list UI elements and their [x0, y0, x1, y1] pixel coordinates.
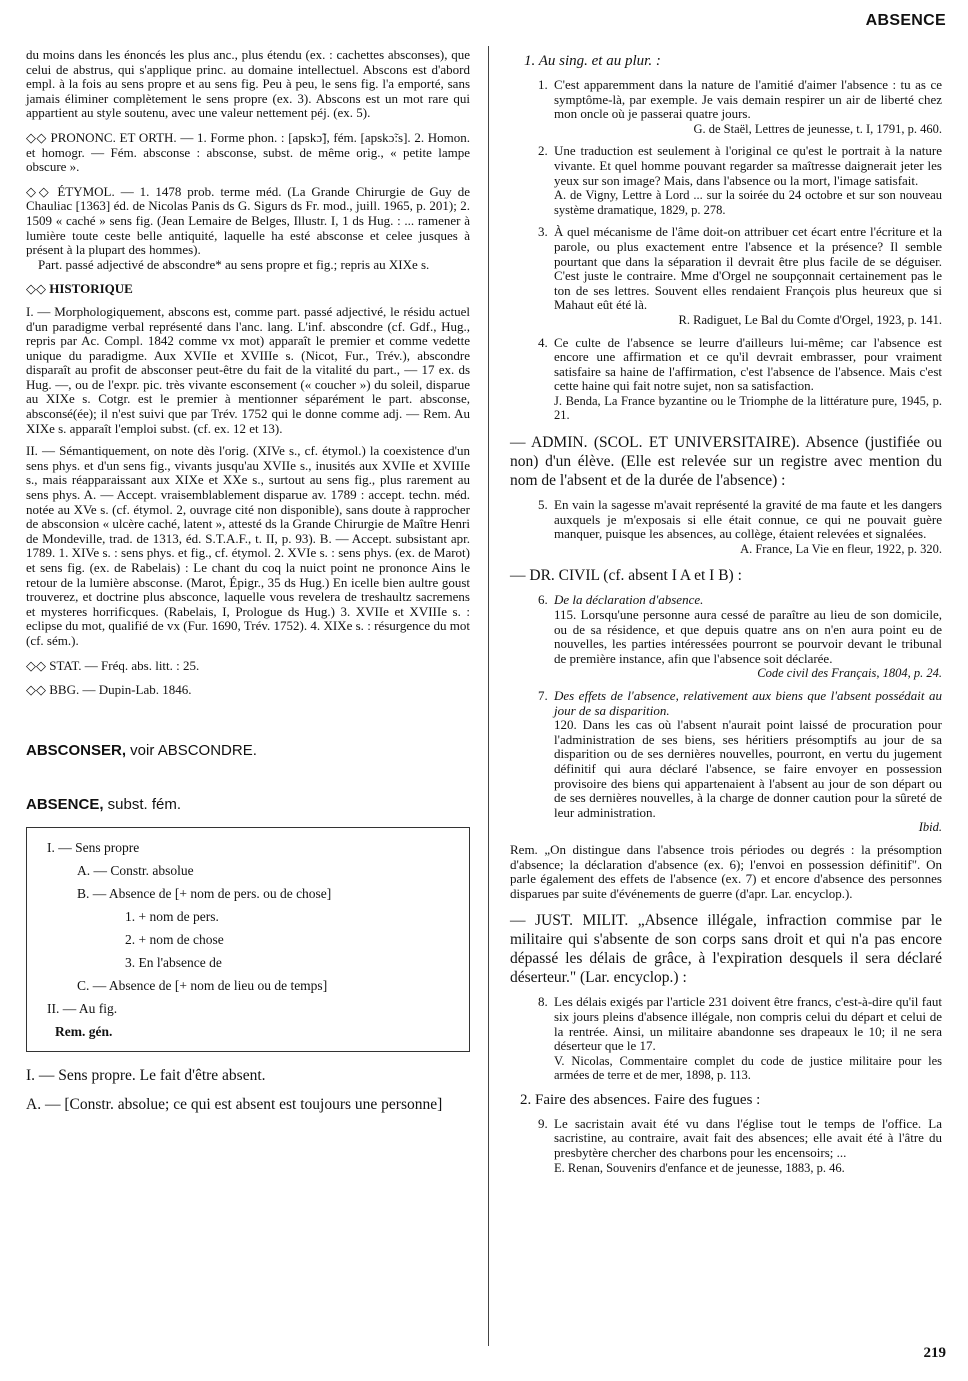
example-3: 3. À quel mécanisme de l'âme doit-on attribuer cet écart entre l'écriture et la parole, ou plus exactement entre l'absence et la présence? Il semble pourtant que dans la séparation il devrait être plus facile de se déguiser. C'est juste le contraire. Mme d'Orgel ne soupçonnait certainement pas le ton de ses lettres. Souvent elles rendaient François plus heureux que si Mahaut eût été là. R. Radiguet, Le Bal du Comte d'Orgel, 1923, p. 141. — [538, 224, 942, 327]
example-5: 5. En vain la sagesse m'avait représenté la gravité de ma faute et les dangers auxquels je m'exposais si elle était connue, ce qui ne pouvait guère manquer, puisque les absences, au collège, étaient relevées et signalées. A. France, La Vie en fleur, 1922, p. 320. — [538, 497, 942, 556]
example-source: G. de Staël, Lettres de jeunesse, t. I, 1791, p. 460. — [693, 121, 942, 136]
example-text: Les délais exigés par l'article 231 doivent être francs, c'est-à-dire qu'il faut six jours pleins d'absence illégale, non compris celui du départ et celui de la rentrée. Ainsi, un militaire abandonne ses drapeaux le 10; il ne sera déserteur que le 17. — [554, 994, 942, 1054]
dr-civil-subsection: — DR. CIVIL (cf. absent I A et I B) : — [510, 567, 742, 585]
example-source: E. Renan, Souvenirs d'enfance et de jeunesse, 1883, p. 46. — [554, 1160, 845, 1175]
plan-item: Rem. gén. — [55, 1023, 113, 1039]
example-text: À quel mécanisme de l'âme doit-on attribuer cet écart entre l'écriture et la parole, ou plus exactement entre l'absence et la présence? Il semble pourtant que dans la séparation il devrait être plus facile de se déguiser. C'est juste le contraire. Mme d'Orgel ne soupçonnait certainement pas le ton de ses lettres. Souvent elles rendaient François plus heureux que si Mahaut eût été là. — [554, 224, 942, 313]
example-source: V. Nicolas, Commentaire complet du code de justice militaire pour les armées de terre et de mer, 1898, p. 113. — [554, 1053, 942, 1083]
entry-plan-box — [26, 827, 470, 1052]
plan-item: 3. En l'absence de — [125, 954, 222, 970]
plan-item: 1. + nom de pers. — [125, 908, 219, 924]
historique-part-2: II. — Sémantiquement, on note dès l'orig. (XIVe s., cf. étymol.) la coexistence d'un sens phys. et d'un sens fig., vivants jusqu'au XVIIe s., inusités aux XVIIe et XVIIIe s., mais réapparaissant aux XIXe et XXe s., surtout au sens fig., plus rarement au sens phys. A. — Accept. vraisemblablement disparue av. 1789 : accept. techn. méd. notée au XVe s. (cf. étymol. 2, ouvrage cité non disponible), sans doute à rapprocher de absconsion « ulcère caché, latent », attesté ds la Grande Chirurgie de Maître Henri de Mondeville, trad. de 1313, éd. S.T.A.F., t. II, p. 93). B. — Accept. subsistant apr. 1789. 1. XIVe s. : sens phys. et fig., cf. étymol. 2. XVIe s. : sens phys. (ex. de Marot) et sens fig. (ex. de Rabelais) : Le chant du coq la nuict point ne prononce Ains le retour de la lumière absconse. (Marot, Épigr., 35 ds Hug.) En icelle bien aultre goust trouverez, et doctrine plus absconce, laquelle vous revelera de treshaultz sacremens et mysteres horrificques. (Rabelais, I, Prologue ds Hug.) 3. XVIIe et XVIIIe s. : eclipse du mot, qualifié de vx (Fur. 1690, Trév. 1752). 4. XIXe s. : résurgence du mot (cf. sém.). — [26, 443, 470, 648]
historique-heading: ◇◇ HISTORIQUE — [26, 281, 133, 297]
subsense-1-heading: 1. Au sing. et au plur. : — [524, 53, 661, 69]
rem-note: Rem. „On distingue dans l'absence trois périodes ou degrés : la présomption d'absence; la déclaration d'absence (ex. 6); l'envoi en possession définitif". On parle également des effets de l'absence (ex. 7) et encore d'absence des personnes disparues par suite d'événements de guerre (d'apr. Lar. encyclop.). — [510, 841, 942, 901]
entry-absence-headword: ABSENCE, — [26, 796, 104, 814]
entry-absconser-headword: ABSCONSER, — [26, 741, 127, 759]
entry-absconser — [26, 741, 470, 759]
etymol-section: ◇◇ ÉTYMOL. — 1. 1478 prob. terme méd. (La Grande Chirurgie de Guy de Chauliac [1363] éd. de Nicolas Panis ds G. Sigurs ds Fr. mod., juill. 1965, p. 201); 2. 1509 « caché » sens fig. (Jean Lemaire de Belges, Illustr. I, 1 ds Hug. : ... ramener à lumière toute ceste belle antiquité, laquelle ha esté absconse et celee jusques à présent à la plupart des hommes). — [26, 183, 470, 258]
example-9: 9. Le sacristain avait été vu dans l'église tout le temps de l'office. La sacristine, au contraire, avait fait des absences; elle avait été à l'âtre du presbytère chercher des charbons pour les encensoirs; ... E. Renan, Souvenirs d'enfance et de jeunesse, 1883, p. 46. — [538, 1115, 942, 1175]
stat-section: ◇◇ STAT. — Fréq. abs. litt. : 25. — [26, 657, 200, 673]
plan-item: II. — Au fig. — [47, 1000, 118, 1016]
definition-sense-A: A. — [Constr. absolue; ce qui est absent est toujours une personne] — [26, 1095, 443, 1113]
example-6: 6. De la déclaration d'absence. 115. Lorsqu'une personne aura cessé de paraître au lieu de son domicile, ou de sa résidence, et que depuis quatre ans on n'en aura point eu de nouvelles, les parties intéressées pourront se pourvoir devant le tribunal de première instance, afin que l'absence soit déclarée. Code civil des Français, 1804, p. 24. — [538, 592, 942, 681]
entry-absence-grammar: subst. fém. — [103, 796, 182, 814]
definition-sense-I: I. — Sens propre. Le fait d'être absent. — [26, 1066, 266, 1084]
example-source: R. Radiguet, Le Bal du Comte d'Orgel, 1923, p. 141. — [678, 312, 942, 327]
example-7: 7. Des effets de l'absence, relativement aux biens que l'absent possédait au jour de sa disparition. 120. Dans les cas où l'absent n'aurait point laissé de procuration pour l'administration de ses biens, ses héritiers présomptifs au jour de sa disparition ou de ses dernières nouvelles, pourront, en vertu du jugement définitif qui aura déclaré l'absence, se faire envoyer en possession provisoire des biens qui appartenaient à l'absent au jour de son départ ou de ses dernières nouvelles, à la charge de donner caution pour la sûreté de leur administration. Ibid. — [538, 688, 942, 835]
example-4: 4. Ce culte de l'absence se leurre d'ailleurs lui-même; car l'absence est encore une affirmation et ce qu'il devrait embrasser, pour vraiment satisfaire sa haine de l'affirmation, c'est l'absence de l'absence. Mais c'est cette haine qui fait notre sujet, non sa satisfaction. J. Benda, La France byzantine ou le Triomphe de la littérature pure, 1945, p. 21. — [538, 334, 942, 423]
plan-item: C. — Absence de [+ nom de lieu ou de temps] — [77, 977, 328, 993]
plan-item: B. — Absence de [+ nom de pers. ou de chose] — [77, 885, 332, 901]
plan-item: A. — Constr. absolue — [77, 862, 194, 878]
plan-item: I. — Sens propre — [47, 839, 140, 855]
column-divider — [488, 46, 489, 1346]
example-text: 120. Dans les cas où l'absent n'aurait point laissé de procuration pour l'administration de ses biens, ses héritiers présomptifs au jour de sa disparition ou de ses dernières nouvelles, pourront, en vertu du jugement définitif qui aura déclaré l'absence, se faire envoyer en possession provisoire des biens qui appartenaient à l'absent au jour de son départ ou de ses dernières nouvelles, à la charge de donner caution pour la sûreté de leur administration. — [554, 717, 942, 820]
example-source: Code civil des Français, 1804, p. 24. — [757, 666, 942, 681]
example-text: Ce culte de l'absence se leurre d'ailleurs lui-même; car l'absence est encore une affirmation et ce qu'il devrait embrasser, pour vraiment satisfaire sa haine de l'affirmation, c'est l'absence de l'absence. Mais c'est cette haine qui fait notre sujet, non sa satisfaction. — [554, 334, 942, 394]
historique-part-1: I. — Morphologiquement, abscons est, comme part. passé adjectivé, le résidu actuel d'un paradigme verbal représenté dans l'anc. lang. L'inf. abscondre (cf. Gdf., Hug., repris par Ac. Compl. 1842 comme vx mot) apparaît le premier et comme vedette unique du paradigme. Aux XVIIe et XVIIIe s. (Nicot, Fur., Trév.), abscondre disparaît au profit de absconser peut-être du fait de la vitalité du part., — 17 ex. ds Hug. —, ou de l'expr. pic. très vivante esconsement (« coucher ») du soleil, disparue au XIXe s. Cotgr. est le premier à mentionner séparément le part. absconse, absconsé(ée); il n'est suivi que par Trév. 1752 qui le donne comme adj. — Rem. Au XIXe s. apparaît l'emploi subst. (cf. ex. 12 et 13). — [26, 303, 470, 436]
example-text: 115. Lorsqu'une personne aura cessé de paraître au lieu de son domicile, ou de sa résidence, et que depuis quatre ans on n'en aura point eu de nouvelles, les parties intéressées pourront se pourvoir devant le tribunal de première instance, afin que l'absence soit déclarée. — [554, 607, 942, 666]
example-text: Une traduction est seulement à l'original ce qu'est le portrait à la nature vivante. Et quel homme pouvant regarder sa maîtresse daignerait jeter les yeux sur son image? Mais, dans l'absence ou la mort, l'image satisfait. — [554, 143, 942, 188]
example-text: C'est apparemment dans la nature de l'amitié d'aimer l'absence : tu as ce symptôme-là, par exemple. Je vais demain respirer un air de liberté chez mon oncle où je passerai quatre jours. — [554, 77, 942, 122]
example-2: 2. Une traduction est seulement à l'original ce qu'est le portrait à la nature vivante. Et quel homme pouvant regarder sa maîtresse daignerait jeter les yeux sur son image? Mais, dans l'absence ou la mort, l'image satisfait. A. de Vigny, Lettre à Lord ... sur la soirée du 24 octobre et sur son nouveau système dramatique, 1829, p. 278. — [538, 143, 942, 217]
bbg-section: ◇◇ BBG. — Dupin-Lab. 1846. — [26, 682, 192, 698]
just-milit-subsection: — JUST. MILIT. „Absence illégale, infraction commise par le militaire qui s'absente de son corps sans droit et qui n'a pas encore dépassé les délais de grâce, à l'expiration desquels il sera déclaré déserteur." (Lar. encyclop.) : — [510, 912, 942, 987]
example-title: De la déclaration d'absence. — [554, 592, 704, 608]
example-source: A. de Vigny, Lettre à Lord ... sur la soirée du 24 octobre et sur son nouveau système dramatique, 1829, p. 278. — [554, 188, 942, 217]
prononc-section: ◇◇ PRONONC. ET ORTH. — 1. Forme phon. : [apskɔ̃], fém. [apskɔ̃:s]. 2. Homon. et homogr. — Fém. absconse : absconse, subst. de même orig., « petite lampe obscure ». — [26, 129, 470, 175]
intro-paragraph: du moins dans les énoncés les plus anc., plus étendu (ex. : cachettes absconses), que celui de abstrus, qui s'applique princ. au domaine intellectuel. Abscons est d'abord empl. à la fois au sens propre et au sens fig. Peu à peu, le sens fig. l'a emporté, sans jamais éliminer complètement le sens propre (ex. 3). Abscons est un mot rare qui appartient au style soutenu, avec une valeur nettement péj. (ex. 5). — [26, 47, 470, 121]
example-1: 1. C'est apparemment dans la nature de l'amitié d'aimer l'absence : tu as ce symptôme-là, par exemple. Je vais demain respirer un air de liberté chez mon oncle où je passerai quatre jours. G. de Staël, Lettres de jeunesse, t. I, 1791, p. 460. — [538, 77, 942, 136]
admin-subsection: — ADMIN. (SCOL. ET UNIVERSITAIRE). Absence (justifiée ou non) d'un élève. (Elle est relevée sur un registre avec mention du nom de l'absent et de la durée de l'absence) : — [510, 434, 942, 490]
example-text: En vain la sagesse m'avait représenté la gravité de ma faute et les dangers auxquels je m'exposais si elle était connue, ce qui ne pouvait guère manquer, puisque les absences, au collège, étaient relevées et signalées. — [554, 497, 942, 542]
example-text: Le sacristain avait été vu dans l'église tout le temps de l'office. La sacristine, au contraire, avait fait des absences; elle avait été à l'âtre du presbytère chercher des charbons pour les encensoirs; ... — [554, 1115, 942, 1161]
running-head: ABSENCE — [865, 12, 946, 29]
example-title: Des effets de l'absence, relativement aux biens que l'absent possédait au jour de sa disparition. — [554, 688, 942, 718]
page-number: 219 — [923, 1345, 946, 1362]
entry-absconser-crossref: voir ABSCONDRE. — [126, 741, 257, 759]
subsense-2-heading: 2. Faire des absences. Faire des fugues : — [520, 1091, 761, 1108]
example-8: 8. Les délais exigés par l'article 231 doivent être francs, c'est-à-dire qu'il faut six jours pleins d'absence illégale, non compris celui du départ et celui de la rentrée. Ainsi, un militaire abandonne ses drapeaux le 10; il ne sera déserteur que le 17. V. Nicolas, Commentaire complet du code de justice militaire pour les armées de terre et de mer, 1898, p. 113. — [538, 994, 942, 1083]
example-source: A. France, La Vie en fleur, 1922, p. 320. — [740, 541, 942, 556]
etymol-note: Part. passé adjectivé de abscondre* au sens propre et fig.; repris au XIXe s. — [38, 256, 430, 272]
plan-item: 2. + nom de chose — [125, 931, 224, 947]
entry-absence — [26, 798, 470, 813]
left-column — [26, 48, 470, 1114]
right-column — [510, 48, 942, 1175]
example-source: Ibid. — [918, 820, 942, 835]
example-source: J. Benda, La France byzantine ou le Triomphe de la littérature pure, 1945, p. 21. — [554, 393, 942, 423]
